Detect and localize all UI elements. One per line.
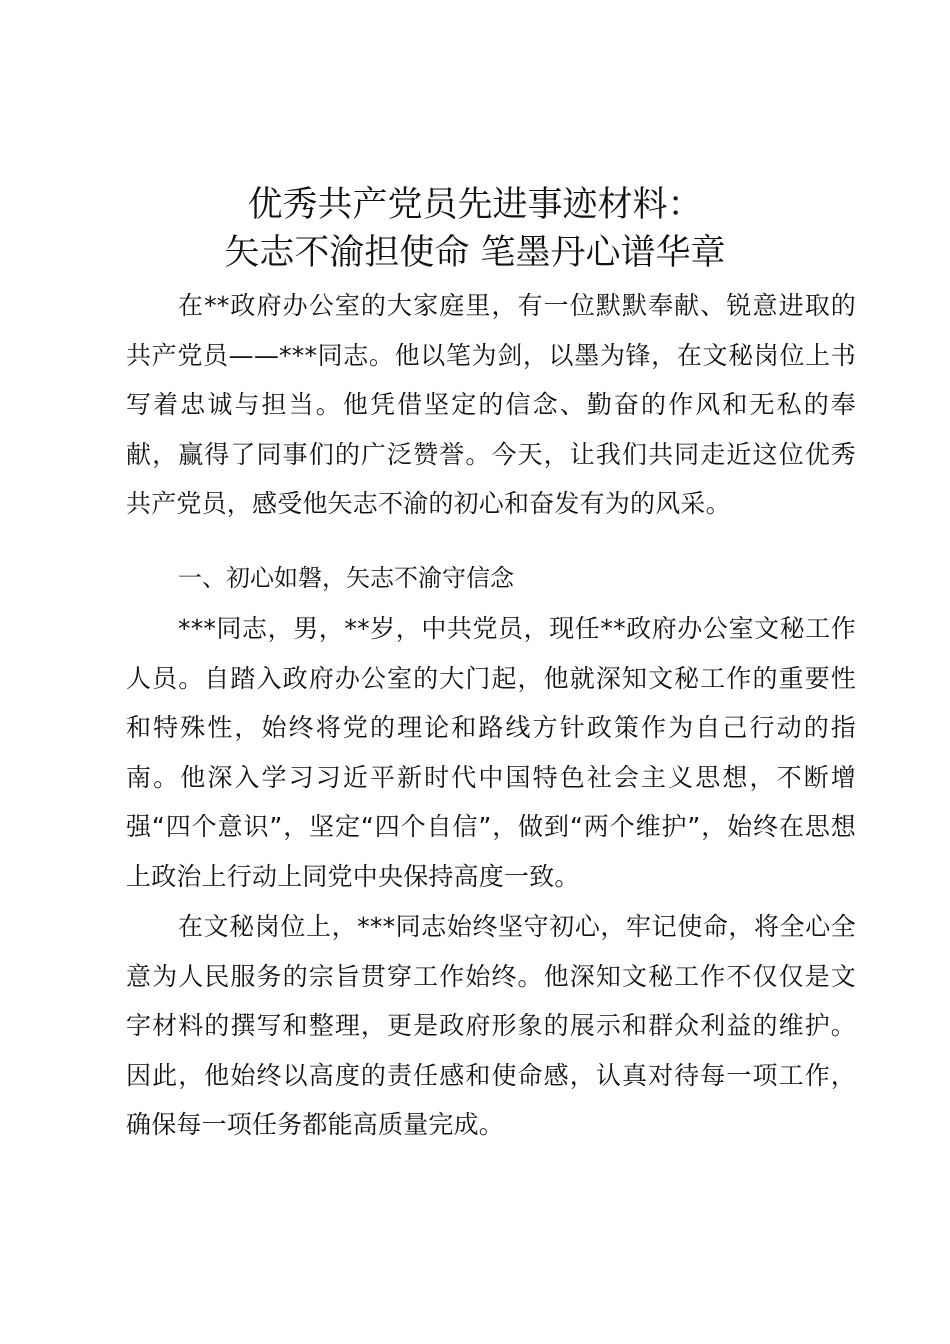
document-title-line-1: 优秀共产党员先进事迹材料： (247, 185, 703, 225)
document-title-line-2: 矢志不渝担使命 笔墨丹心谱华章 (224, 233, 726, 273)
intro-paragraph: 在**政府办公室的大家庭里，有一位默默奉献、锐意进取的共产党员——***同志。他以笔为剑，以墨为锋，在文秘岗位上书写着忠诚与担当。他凭借坚定的信念、勤奋的作风和无私的奉献，赢得了同事们的广泛赞誉。今天，让我们共同走近这位优秀共产党员，感受他矢志不渝的初心和奋发有为的风采。 (126, 291, 856, 519)
body-paragraph-1: ***同志，男，**岁，中共党员，现任**政府办公室文秘工作人员。自踏入政府办公室的大门起，他就深知文秘工作的重要性和特殊性，始终将党的理论和路线方针政策作为自己行动的指南。他深入学习习近平新时代中国特色社会主义思想，不断增强“四个意识”，坚定“四个自信”，做到“两个维护”，始终在思想上政治上行动上同党中央保持高度一致。 (126, 614, 856, 891)
section-heading: 一、初心如磐，矢志不渝守信念 (178, 564, 514, 592)
body-paragraph-2: 在文秘岗位上，***同志始终坚守初心，牢记使命，将全心全意为人民服务的宗旨贯穿工作始终。他深知文秘工作不仅仅是文字材料的撰写和整理，更是政府形象的展示和群众利益的维护。因此，他始终以高度的责任感和使命感，认真对待每一项工作，确保每一项任务都能高质量完成。 (126, 912, 856, 1140)
